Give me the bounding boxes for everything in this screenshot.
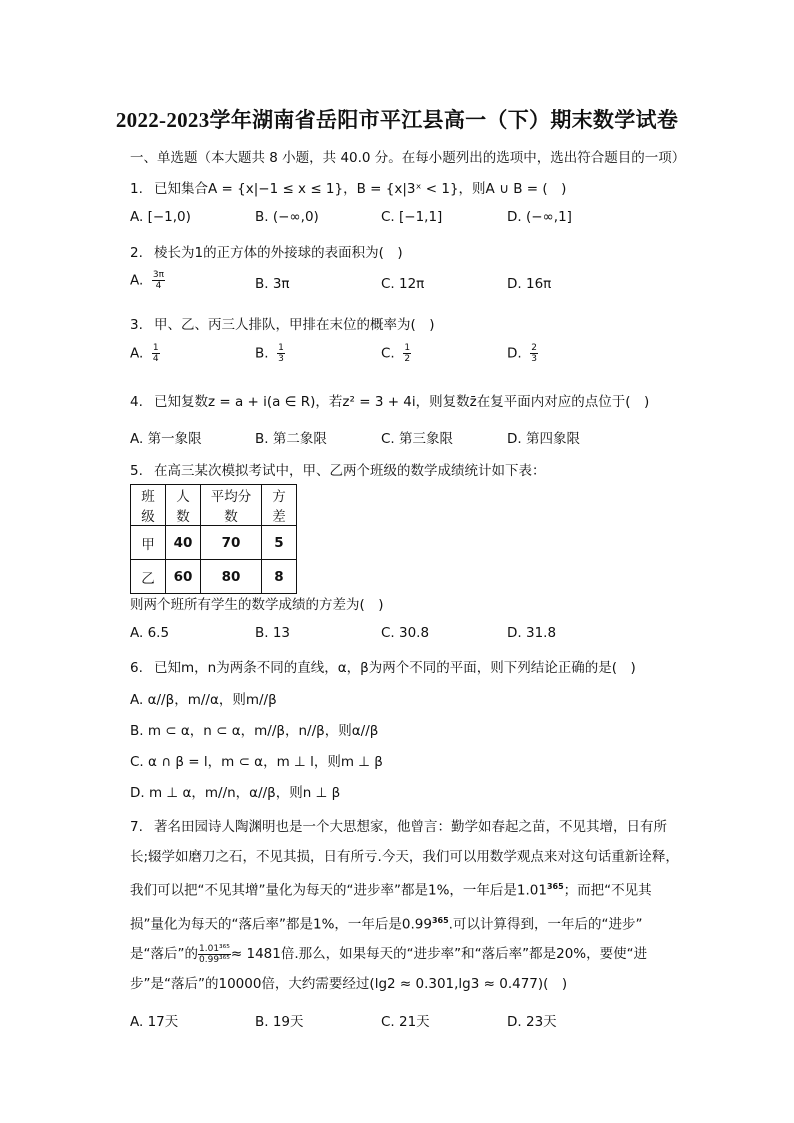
question-number: 2.: [130, 245, 143, 261]
fraction: $\frac{3\pi}{4}$: [152, 270, 165, 291]
question-1: [130, 177, 566, 197]
q4-option-b: B. 第二象限: [255, 431, 327, 447]
table-header-cell: 班级: [131, 485, 166, 526]
q3-option-d: D. $\frac{2}{3}$: [507, 343, 538, 364]
question-3: [130, 313, 435, 333]
q1-option-a: A. [−1,0): [130, 209, 191, 225]
q7-line: 著名田园诗人陶渊明也是一个大思想家，他曾言：勤学如春起之苗，不见其增，日有所: [154, 819, 667, 835]
table-header-row: [131, 485, 297, 526]
q6-option-a: A. α//β，m//α，则m//β: [130, 692, 277, 708]
q5-option-a: A. 6.5: [130, 625, 170, 641]
question-text: 在高三某次模拟考试中，甲、乙两个班级的数学成绩统计如下表：: [154, 463, 546, 479]
q3-option-b: B. $\frac{1}{3}$: [255, 343, 284, 364]
section-heading: 一、单选题（本大题共 8 小题，共 40.0 分。在每小题列出的选项中，选出符合题目的一项）: [130, 150, 686, 166]
table-cell: 8: [262, 560, 297, 594]
q6-option-d: D. m ⊥ α，m//n，α//β，则n ⊥ β: [130, 785, 341, 801]
q4-option-d: D. 第四象限: [507, 431, 580, 447]
q1-option-d: D. (−∞,1]: [507, 209, 572, 225]
question-text: 棱长为1的正方体的外接球的表面积为( ): [154, 245, 403, 261]
table-header-cell: 人数: [166, 485, 201, 526]
table-cell: 甲: [131, 526, 166, 560]
page-title: 2022-2023学年湖南省岳阳市平江县高一（下）期末数学试卷: [115, 108, 679, 132]
question-5: [130, 459, 546, 479]
question-4: [130, 390, 649, 410]
question-number: 3.: [130, 317, 143, 333]
question-number: 4.: [130, 394, 143, 410]
q6-option-b: B. m ⊂ α，n ⊂ α，m//β，n//β，则α//β: [130, 723, 379, 739]
question-number: 5.: [130, 463, 143, 479]
question-text: 已知m，n为两条不同的直线，α，β为两个不同的平面，则下列结论正确的是( ): [154, 660, 636, 676]
q5-option-c: C. 30.8: [381, 625, 430, 641]
q7-line: 步”是“落后”的10000倍，大约需要经过(lg2 ≈ 0.301,lg3 ≈ 0.477)( ): [130, 976, 568, 992]
question-2: [130, 241, 403, 261]
question-text: 已知集合A = {x|−1 ≤ x ≤ 1}，B = {x|3ˣ < 1}，则A ∪ B = ( ): [154, 181, 567, 197]
q4-option-c: C. 第三象限: [381, 431, 454, 447]
table-cell: 70: [201, 526, 262, 560]
q7-line: 长;辍学如磨刀之石，不见其损，日有所亏.今天，我们可以用数学观点来对这句话重新诠释，: [130, 849, 679, 865]
question-6: [130, 656, 636, 676]
table-cell: 60: [166, 560, 201, 594]
question-number: 1.: [130, 181, 143, 197]
q2-option-d: D. 16π: [507, 276, 552, 292]
table-header-cell: 方差: [262, 485, 297, 526]
question-text: 已知复数z = a + i(a ∈ R)，若z² = 3 + 4i，则复数z̄在复平面内对应的点位于( ): [154, 394, 650, 410]
fraction: $\frac{\text{1.01³⁶⁵}}{\text{0.99³⁶⁵}}$: [199, 943, 230, 965]
question-number: 6.: [130, 660, 143, 676]
q6-option-c: C. α ∩ β = l，m ⊂ α，m ⊥ l，则m ⊥ β: [130, 754, 383, 770]
q7-option-c: C. 21天: [381, 1014, 430, 1030]
question-7: [130, 812, 690, 999]
q7-option-b: B. 19天: [255, 1014, 304, 1030]
q7-line: 损”量化为每天的“落后率”都是1%，一年后是0.99$^{365}$.可以计算得到，一年后的“进步”: [130, 915, 643, 932]
table-row: [131, 526, 297, 560]
table-cell: 乙: [131, 560, 166, 594]
q7-option-a: A. 17天: [130, 1014, 179, 1030]
table-cell: 80: [201, 560, 262, 594]
q5-option-b: B. 13: [255, 625, 291, 641]
q3-option-a: A. $\frac{1}{4}$: [130, 343, 159, 364]
score-table: [130, 484, 297, 594]
q1-option-b: B. (−∞,0): [255, 209, 319, 225]
question-text: 甲、乙、丙三人排队，甲排在末位的概率为( ): [154, 317, 435, 333]
table-cell: 5: [262, 526, 297, 560]
q7-line: 我们可以把“不见其增”量化为每天的“进步率”都是1%，一年后是1.01$^{365}$；而把“不见其: [130, 882, 652, 899]
q2-option-b: B. 3π: [255, 276, 290, 292]
q3-option-c: C. $\frac{1}{2}$: [381, 343, 411, 364]
q1-option-c: C. [−1,1]: [381, 209, 443, 225]
q5-followup: 则两个班所有学生的数学成绩的方差为( ): [130, 597, 384, 613]
q2-option-c: C. 12π: [381, 276, 425, 292]
q4-option-a: A. 第一象限: [130, 431, 202, 447]
q2-option-a: A. $\frac{3\pi}{4}$: [130, 270, 165, 291]
table-row: [131, 560, 297, 594]
table-header-cell: 平均分数: [201, 485, 262, 526]
q5-option-d: D. 31.8: [507, 625, 557, 641]
q7-line: 是“落后”的 $\frac{\text{1.01³⁶⁵}}{\text{0.99³⁶⁵}}$ ≈ 1481倍.那么，如果每天的“进步率”和“落后率”都是20%，要使“进: [130, 943, 648, 965]
question-number: 7.: [130, 819, 143, 835]
table-cell: 40: [166, 526, 201, 560]
q7-option-d: D. 23天: [507, 1014, 557, 1030]
